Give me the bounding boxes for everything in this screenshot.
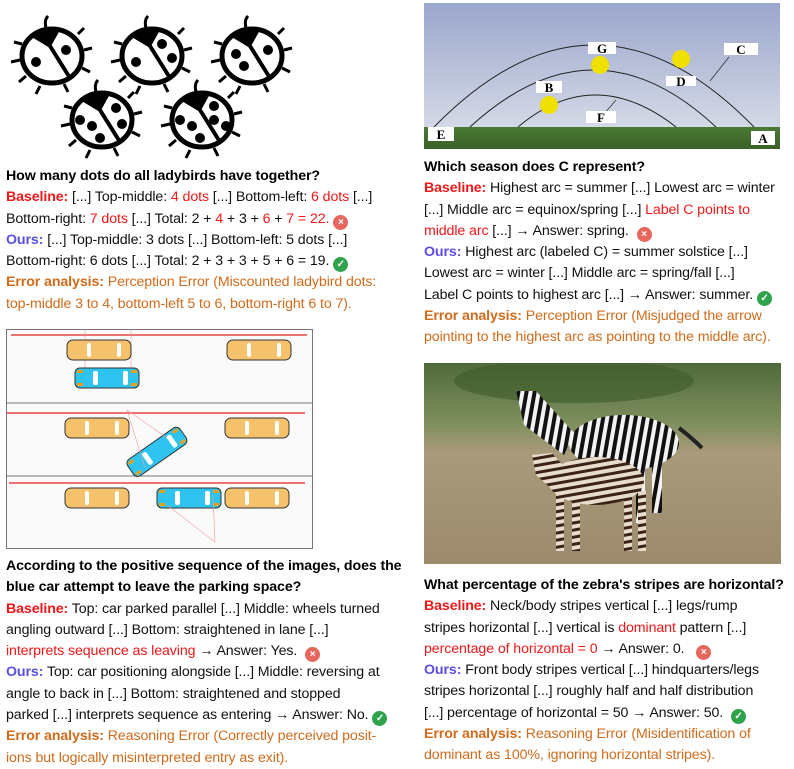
baseline-label: Baseline: bbox=[6, 189, 69, 206]
ladybird-icons bbox=[0, 0, 300, 160]
error-line-2: pointing to the highest arc as pointing to the middle arc). bbox=[424, 329, 771, 346]
zebra-image bbox=[424, 363, 781, 564]
baseline-label: Baseline: bbox=[6, 600, 69, 617]
error-line-1: Error analysis: Reasoning Error (Correctly perceived posit- bbox=[6, 728, 377, 745]
ours-label: Ours: bbox=[424, 244, 462, 261]
error-label: Error analysis: bbox=[424, 308, 522, 325]
ours-line-3: parked [...] interprets sequence as entering → Answer: No. ✓ bbox=[6, 705, 410, 726]
wrong-icon: × bbox=[333, 215, 348, 230]
ours-line-1: Ours: [...] Top-middle: 3 dots [...] Bottom-left: 5 dots [...] bbox=[6, 231, 348, 248]
question-line-1: According to the positive sequence of the images, does the bbox=[6, 558, 402, 574]
zebra-text bbox=[424, 575, 794, 767]
ours-line-2: Lowest arc = winter [...] Middle arc = spring/fall [...] bbox=[424, 265, 735, 282]
ours-label: Ours: bbox=[6, 231, 44, 248]
ladybirds-image bbox=[0, 0, 300, 160]
wrong-icon: × bbox=[305, 647, 320, 662]
parking-text bbox=[6, 556, 410, 769]
question: How many dots do all ladybirds have together? bbox=[6, 168, 320, 184]
svg-text:D: D bbox=[676, 74, 686, 89]
ours-line-2: stripes horizontal [...] roughly half and half distribution bbox=[424, 683, 754, 700]
error-line-2: ions but logically misinterpreted entry as exit). bbox=[6, 749, 289, 766]
panel-ladybirds bbox=[0, 0, 410, 312]
svg-text:A: A bbox=[758, 131, 768, 146]
error-line-1: Error analysis: Reasoning Error (Misidentification of bbox=[424, 726, 751, 743]
wrong-icon: × bbox=[637, 227, 652, 242]
parking-image bbox=[6, 329, 313, 549]
correct-icon: ✓ bbox=[731, 709, 746, 724]
sun-path-text bbox=[424, 157, 794, 349]
error-line-2: top-middle 3 to 4, bottom-left 5 to 6, bottom-right 6 to 7). bbox=[6, 295, 352, 312]
baseline-line-3: middle arc [...] → Answer: spring. × bbox=[424, 221, 794, 242]
baseline-line-2: angling outward [...] Bottom: straightened in lane [...] bbox=[6, 621, 329, 638]
sun-path-image bbox=[424, 3, 780, 149]
svg-text:E: E bbox=[436, 127, 446, 142]
error-label: Error analysis: bbox=[6, 728, 104, 745]
ours-line-2: Bottom-right: 6 dots [...] Total: 2 + 3 + 3 + 5 + 6 = 19. ✓ bbox=[6, 251, 406, 272]
svg-text:F: F bbox=[597, 110, 605, 125]
error-line-1: Error analysis: Perception Error (Miscounted ladybird dots: bbox=[6, 274, 377, 291]
question: What percentage of the zebra's stripes are horizontal? bbox=[424, 577, 784, 593]
question-line-2: blue car attempt to leave the parking space? bbox=[6, 579, 302, 596]
error-line-1: Error analysis: Perception Error (Misjudged the arrow bbox=[424, 308, 762, 325]
ladybirds-text bbox=[6, 166, 406, 315]
baseline-line-1: Baseline: [...] Top-middle: 4 dots [...] Bottom-left: 6 dots [...] bbox=[6, 189, 373, 206]
baseline-line-1: Baseline: Top: car parked parallel [...] Middle: wheels turned bbox=[6, 600, 380, 617]
correct-icon: ✓ bbox=[333, 257, 348, 272]
question: Which season does C represent? bbox=[424, 159, 645, 175]
baseline-label: Baseline: bbox=[424, 598, 487, 615]
baseline-line-3: interprets sequence as leaving → Answer: Yes. × bbox=[6, 641, 410, 662]
ours-line-3: Label C points to highest arc [...] → Answer: summer. ✓ bbox=[424, 285, 794, 306]
ours-line-1: Ours: Top: car positioning alongside [...] Middle: reversing at bbox=[6, 664, 380, 681]
panel-sun-path bbox=[420, 0, 794, 346]
ours-line-3: [...] percentage of horizontal = 50 → Answer: 50. ✓ bbox=[424, 703, 794, 724]
baseline-line-2: [...] Middle arc = equinox/spring [...] Label C points to bbox=[424, 201, 750, 218]
baseline-line-2: Bottom-right: 7 dots [...] Total: 2 + 4 + 3 + 6 + 7 = 22. × bbox=[6, 209, 406, 230]
ours-line-2: angle to back in [...] Bottom: straightened and stopped bbox=[6, 685, 341, 702]
panel-zebra bbox=[420, 330, 794, 764]
svg-text:C: C bbox=[736, 42, 746, 57]
baseline-line-1: Baseline: Neck/body stripes vertical [...] legs/rump bbox=[424, 598, 738, 615]
svg-text:B: B bbox=[544, 80, 554, 95]
error-label: Error analysis: bbox=[424, 726, 522, 743]
ours-line-1: Ours: Front body stripes vertical [...] hindquarters/legs bbox=[424, 662, 759, 679]
error-line-2: dominant as 100%, ignoring horizontal stripes). bbox=[424, 747, 716, 764]
baseline-line-1: Baseline: Highest arc = summer [...] Lowest arc = winter bbox=[424, 180, 775, 197]
baseline-line-3: percentage of horizontal = 0 → Answer: 0. × bbox=[424, 639, 794, 660]
wrong-icon: × bbox=[696, 645, 711, 660]
ours-label: Ours: bbox=[424, 662, 462, 679]
ours-label: Ours: bbox=[6, 664, 44, 681]
panel-parking bbox=[0, 320, 410, 766]
baseline-label: Baseline: bbox=[424, 180, 487, 197]
svg-text:G: G bbox=[596, 41, 608, 56]
baseline-line-2: stripes horizontal [...] vertical is dominant pattern [...] bbox=[424, 619, 747, 636]
correct-icon: ✓ bbox=[372, 711, 387, 726]
error-label: Error analysis: bbox=[6, 274, 104, 291]
correct-icon: ✓ bbox=[757, 291, 772, 306]
ours-line-1: Ours: Highest arc (labeled C) = summer solstice [...] bbox=[424, 244, 748, 261]
